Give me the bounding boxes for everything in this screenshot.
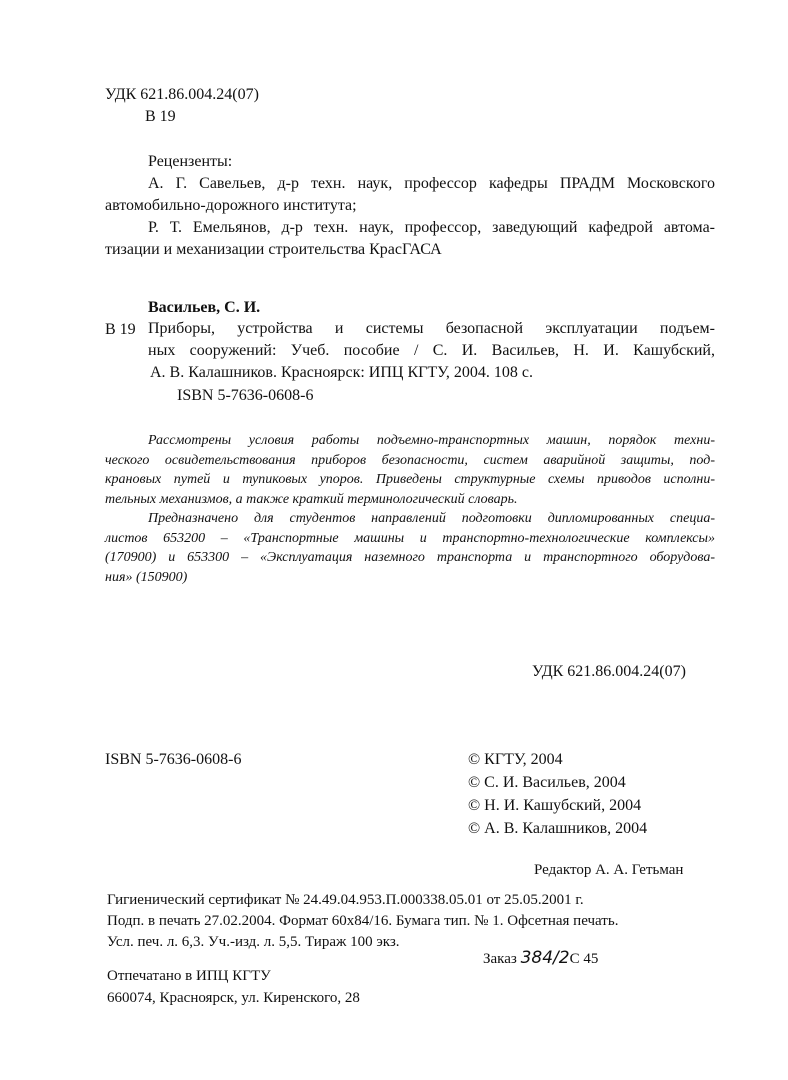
reviewer-line: Р. Т. Емельянов, д-р техн. наук, профессор, заведующий кафедрой автома- <box>148 219 715 236</box>
abstract-line: Рассмотрены условия работы подъемно-транспортных машин, порядок техни- <box>148 433 715 448</box>
reviewer-line: автомобильно-дорожного института; <box>105 197 357 214</box>
reviewer-line: А. Г. Савельев, д-р техн. наук, профессор кафедры ПРАДМ Московского <box>148 175 715 192</box>
udk-bottom: УДК 621.86.004.24(07) <box>532 663 686 680</box>
abstract-line: Предназначено для студентов направлений подготовки дипломированных специа- <box>148 511 715 526</box>
catalog-line: Приборы, устройства и системы безопасной эксплуатации подъем- <box>148 320 715 337</box>
editor: Редактор А. А. Гетьман <box>534 862 684 878</box>
isbn-bottom: ISBN 5-7636-0608-6 <box>105 751 242 768</box>
order-label: Заказ <box>483 951 517 967</box>
imprint-line: Усл. печ. л. 6,3. Уч.-изд. л. 5,5. Тираж 100 экз. <box>107 934 400 950</box>
reviewers-list <box>105 173 715 261</box>
order-number <box>483 948 598 969</box>
catalog-line: А. В. Калашников. Красноярск: ИПЦ КГТУ, 2004. 108 с. <box>150 364 533 381</box>
imprint-line: Гигиенический сертификат № 24.49.04.953.П.000338.05.01 от 25.05.2001 г. <box>107 892 584 908</box>
imprint-line: Подп. в печать 27.02.2004. Формат 60х84/16. Бумага тип. № 1. Офсетная печать. <box>107 913 619 929</box>
reviewers-heading: Рецензенты: <box>148 153 233 170</box>
abstract-line: ческого освидетельствования приборов безопасности, систем аварийной защиты, под- <box>105 452 715 468</box>
copyright-line: © С. И. Васильев, 2004 <box>468 774 626 791</box>
abstract-line: листов 653200 – «Транспортные машины и транспортно-технологические комплексы» <box>105 530 715 546</box>
reviewer-line: тизации и механизации строительства КрасГАСА <box>105 241 442 258</box>
abstract-line: тельных механизмов, а также краткий терминологический словарь. <box>105 491 518 507</box>
copyright-line: © Н. И. Кашубский, 2004 <box>468 797 642 814</box>
order-handwritten: 384/2 <box>520 948 570 968</box>
abstract-line: крановых путей и тупиковых упоров. Приведены структурные схемы приводов исполни- <box>105 472 715 487</box>
udk-top: УДК 621.86.004.24(07) <box>105 86 259 103</box>
abstract-line: ния» (150900) <box>105 569 188 585</box>
catalog-line: ных сооружений: Учеб. пособие / С. И. Васильев, Н. И. Кашубский, <box>148 342 715 359</box>
order-suffix: С 45 <box>569 951 599 967</box>
copyright-line: © КГТУ, 2004 <box>468 751 563 768</box>
printed-line: 660074, Красноярск, ул. Киренского, 28 <box>107 990 360 1006</box>
abstract <box>105 431 715 587</box>
copyright-line: © А. В. Калашников, 2004 <box>468 820 648 837</box>
catalog-isbn: ISBN 5-7636-0608-6 <box>177 387 314 404</box>
abstract-line: (170900) и 653300 – «Эксплуатация наземного транспорта и транспортного оборудова- <box>105 550 715 565</box>
catalog-code: В 19 <box>105 321 136 338</box>
catalog-author: Васильев, С. И. <box>148 299 261 316</box>
printed-line: Отпечатано в ИПЦ КГТУ <box>107 968 271 984</box>
catalog-description <box>148 318 715 384</box>
bbk-top: В 19 <box>145 108 176 125</box>
